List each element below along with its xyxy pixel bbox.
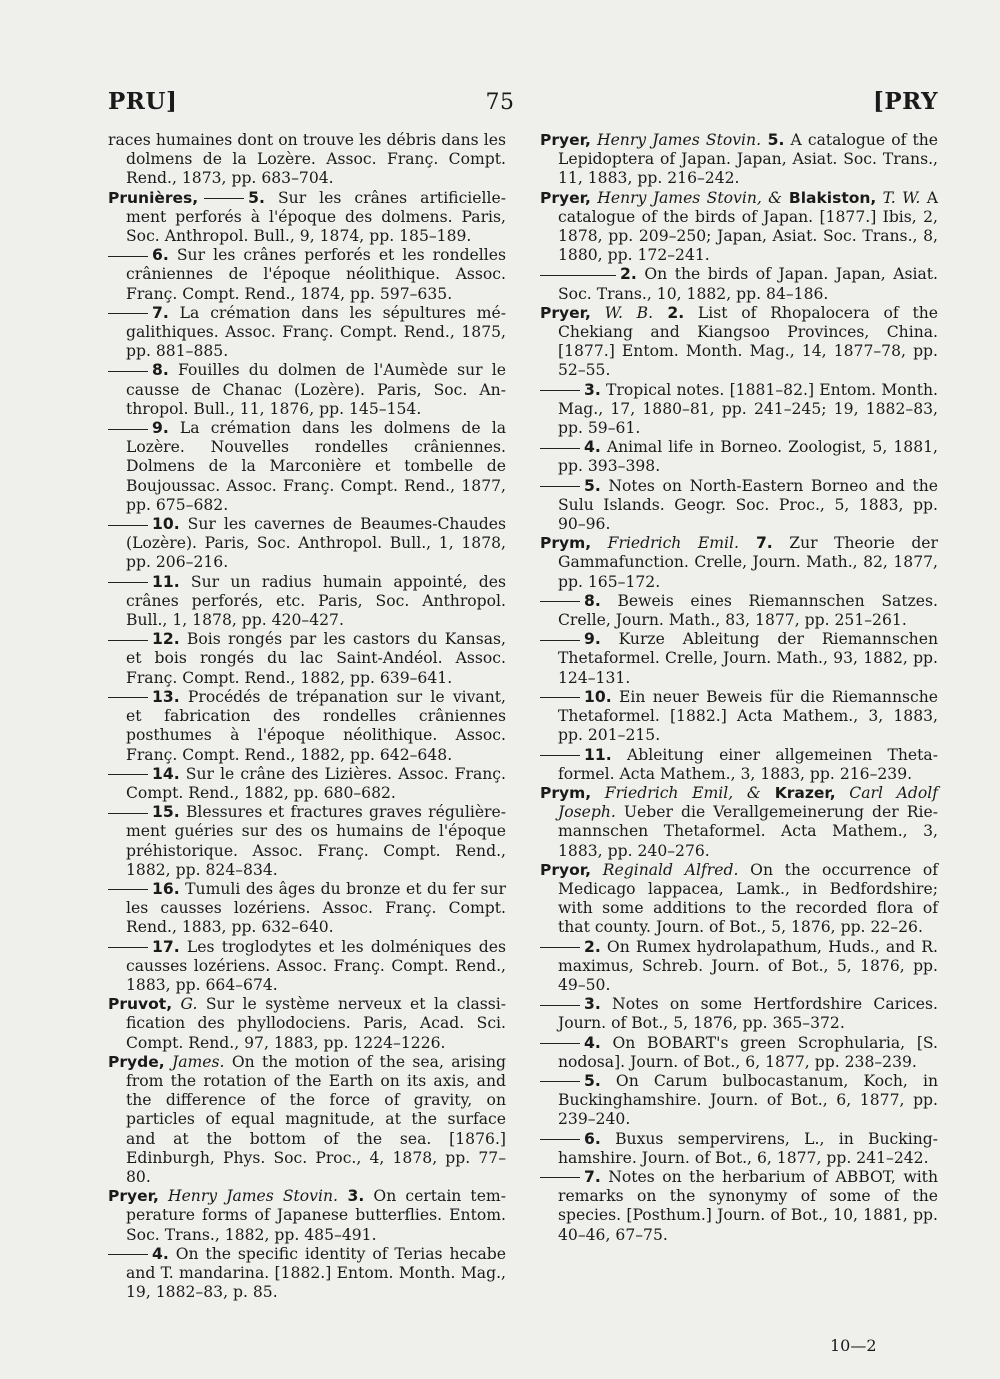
repeat-dash bbox=[108, 1254, 148, 1255]
author-given-name: Henry James Stovin. bbox=[590, 131, 762, 149]
bibliography-entry bbox=[108, 189, 506, 247]
entry-text: Notes on North-Eastern Borneo and the Sulu Islands. Geogr. Soc. Proc., 5, 1883, pp. 90–96. bbox=[558, 476, 938, 534]
repeat-dash bbox=[540, 755, 580, 756]
entry-number: 9. bbox=[584, 630, 601, 649]
entry-number: 7. bbox=[152, 303, 169, 322]
entry-number: 6. bbox=[584, 1129, 601, 1148]
bibliography-entry bbox=[108, 515, 506, 573]
repeat-dash bbox=[540, 1043, 580, 1044]
bibliography-entry bbox=[108, 765, 506, 803]
entry-text: A catalogue of the Lepidoptera of Japan. Japan, Asiat. Soc. Trans., 11, 1883, pp. 216–242. bbox=[558, 131, 938, 188]
author-given-name: W. B. bbox=[590, 303, 654, 322]
entry-text: Sur les cavernes de Beaumes-Chaudes (Lozère). Paris, Soc. Anthropol. Bull., 1, 1878, pp. 206–216. bbox=[126, 515, 506, 572]
signature-mark: 10—2 bbox=[830, 1336, 877, 1355]
entry-number: 7. bbox=[584, 1167, 601, 1186]
entry-number: 3. bbox=[584, 995, 601, 1014]
entry-text: La crémation dans les dolmens de la Lozère. Nouvelles rondelles crâniennes. Dolmens de la Marconière et tombelle de Boujoussac. Assoc. Franç. Compt. Rend., 1877, pp. 675–682. bbox=[126, 419, 506, 514]
bibliography-entry bbox=[540, 1034, 938, 1072]
bibliography-entry bbox=[540, 189, 938, 266]
bibliography-entry bbox=[108, 361, 506, 419]
entry-text: Beweis eines Riemannschen Satzes. Crelle, Journ. Math., 83, 1877, pp. 251–261. bbox=[558, 591, 938, 630]
entry-number: 16. bbox=[152, 879, 180, 898]
entry-text: Animal life in Borneo. Zoologist, 5, 1881, pp. 393–398. bbox=[558, 438, 938, 476]
entry-number: 4. bbox=[152, 1244, 169, 1263]
entry-text: La crémation dans les sépultures mé-galithiques. Assoc. Franç. Compt. Rend., 1875, pp. 881–885. bbox=[126, 303, 506, 361]
author-surname: Pryor, bbox=[540, 860, 592, 879]
entry-number: 3. bbox=[337, 1187, 365, 1206]
bibliography-entry bbox=[108, 1053, 506, 1187]
author-surname: Pryer, bbox=[540, 188, 591, 207]
author-given-name: Henry James Stovin, & bbox=[590, 188, 783, 207]
bibliography-entry bbox=[540, 938, 938, 996]
entry-number: 8. bbox=[584, 591, 601, 610]
repeat-dash bbox=[540, 1081, 580, 1082]
entry-text: Sur les crânes artificielle-ment perforés à l'époque des dolmens. Paris, Soc. Anthropol. Bull., 9, 1874, pp. 185–189. bbox=[126, 188, 506, 246]
author-given-name: Reginald Alfred. bbox=[591, 860, 739, 879]
repeat-dash bbox=[108, 697, 148, 698]
repeat-dash bbox=[204, 198, 244, 199]
repeat-dash bbox=[540, 697, 580, 698]
entry-number: 12. bbox=[152, 630, 180, 649]
entry-number: 5. bbox=[584, 1071, 601, 1090]
repeat-dash bbox=[108, 371, 148, 372]
bibliography-entry bbox=[540, 131, 938, 189]
author-surname: Pryde, bbox=[108, 1052, 165, 1071]
entry-text: Blessures et fractures graves régulière-ment guéries sur des os humains de l'époque préhistorique. Assoc. Franç. Compt. Rend., 1882, pp. 824–834. bbox=[126, 803, 506, 879]
bibliography-entry bbox=[540, 477, 938, 535]
entry-text: Zur Theorie der Gammafunction. Crelle, Journ. Math., 82, 1877, pp. 165–172. bbox=[558, 534, 938, 591]
entry-text: On the specific identity of Terias hecabe and T. mandarina. [1882.] Entom. Month. Mag., 19, 1882–83, p. 85. bbox=[126, 1244, 506, 1302]
coauthor-given-name: T. W. bbox=[876, 188, 921, 207]
entry-text: On BOBART's green Scrophularia, [S. nodosa]. Journ. of Bot., 6, 1877, pp. 238–239. bbox=[558, 1033, 938, 1071]
left-column bbox=[108, 131, 506, 1302]
entry-number: 6. bbox=[152, 246, 169, 265]
repeat-dash bbox=[540, 448, 580, 449]
entry-text: A catalogue of the birds of Japan. [1877.] Ibis, 2, 1878, pp. 209–250; Japan, Asiat. Soc. Trans., 8, 1880, pp. 172–241. bbox=[558, 188, 939, 265]
entry-number: 13. bbox=[152, 687, 180, 706]
entry-number: 5. bbox=[584, 476, 601, 495]
author-surname: Prunières, bbox=[108, 188, 199, 207]
entry-number: 9. bbox=[152, 419, 169, 438]
entry-number: 4. bbox=[584, 438, 601, 457]
coauthor-surname: Blakiston, bbox=[782, 188, 877, 207]
bibliography-entry bbox=[540, 995, 938, 1033]
entry-text: Kurze Ableitung der Riemannschen Thetaformel. Crelle, Journ. Math., 93, 1882, pp. 124–131. bbox=[558, 630, 938, 687]
entry-text: races humaines dont on trouve les débris dans les dolmens de la Lozère. Assoc. Franç. Compt. Rend., 1873, pp. 683–704. bbox=[108, 131, 506, 188]
author-given-name: James. bbox=[164, 1052, 225, 1071]
repeat-dash bbox=[540, 1177, 580, 1178]
bibliography-entry bbox=[108, 304, 506, 362]
repeat-dash bbox=[540, 640, 580, 641]
entry-text: On certain tem-perature forms of Japanese butterflies. Entom. Soc. Trans., 1882, pp. 485–491. bbox=[126, 1187, 506, 1244]
entry-text: On Carum bulbocastanum, Koch, in Buckinghamshire. Journ. of Bot., 6, 1877, pp. 239–240. bbox=[558, 1071, 938, 1129]
author-given-name: G. bbox=[172, 995, 198, 1014]
bibliography-entry bbox=[540, 534, 938, 592]
repeat-dash bbox=[540, 1139, 580, 1140]
repeat-dash bbox=[540, 1005, 580, 1006]
author-surname: Pryer, bbox=[540, 131, 591, 149]
bibliography-entry bbox=[540, 746, 938, 784]
entry-text: Ueber die Verallgemeinerung der Rie-mannschen Thetaformel. Acta Mathem., 3, 1883, pp. 240–276. bbox=[558, 803, 938, 860]
entry-number: 2. bbox=[653, 303, 685, 322]
bibliography-entry bbox=[108, 573, 506, 631]
bibliography-entry bbox=[108, 630, 506, 688]
entry-number: 10. bbox=[152, 515, 180, 534]
repeat-dash bbox=[108, 947, 148, 948]
repeat-dash bbox=[108, 582, 148, 583]
entry-text: List of Rhopalocera of the Chekiang and Kiangsoo Provinces, China. [1877.] Entom. Month. Mag., 14, 1877–78, pp. 52–55. bbox=[558, 303, 939, 380]
entry-number: 11. bbox=[152, 572, 180, 591]
bibliography-entry bbox=[108, 995, 506, 1053]
entry-text: On the occurrence of Medicago lappacea, Lamk., in Bedfordshire; with some additions to the recorded flora of that county. Journ. of Bot., 5, 1876, pp. 22–26. bbox=[558, 860, 938, 937]
entry-text: Sur un radius humain appointé, des crânes perforés, etc. Paris, Soc. Anthropol. Bull., 1, 1878, pp. 420–427. bbox=[126, 572, 506, 630]
entry-text: Sur le système nerveux et la classi-fication des phyllodociens. Paris, Acad. Sci. Compt. Rend., 97, 1883, pp. 1224–1226. bbox=[126, 995, 506, 1052]
bibliography-entry bbox=[540, 1072, 938, 1130]
entry-text: Sur les crânes perforés et les rondelles crâniennes de l'époque néolithique. Assoc. Franç. Compt. Rend., 1874, pp. 597–635. bbox=[126, 246, 506, 303]
bibliography-entry bbox=[108, 938, 506, 996]
bibliography-entry bbox=[540, 592, 938, 630]
repeat-dash bbox=[540, 947, 580, 948]
repeat-dash bbox=[108, 429, 148, 430]
entry-text: Buxus sempervirens, L., in Bucking-hamshire. Journ. of Bot., 6, 1877, pp. 241–242. bbox=[558, 1129, 938, 1167]
entry-text: Ableitung einer allgemeinen Theta-formel. Acta Mathem., 3, 1883, pp. 216–239. bbox=[558, 745, 938, 783]
entry-text: Bois rongés par les castors du Kansas, et bois rongés du lac Saint-Andéol. Assoc. Franç. Compt. Rend., 1882, pp. 639–641. bbox=[126, 630, 506, 687]
entry-number: 11. bbox=[584, 745, 612, 764]
author-surname: Pryer, bbox=[108, 1187, 159, 1206]
entry-text: On the birds of Japan. Japan, Asiat. Soc. Trans., 10, 1882, pp. 84–186. bbox=[558, 265, 938, 303]
entry-number: 17. bbox=[152, 937, 180, 956]
bibliography-entry bbox=[108, 688, 506, 765]
coauthor-surname: Krazer, bbox=[760, 783, 836, 802]
author-surname: Prym, bbox=[540, 534, 592, 553]
repeat-dash bbox=[108, 313, 148, 314]
repeat-dash bbox=[540, 486, 580, 487]
entry-text: On the motion of the sea, arising from the rotation of the Earth on its axis, and the difference of the force of gravity, on particles of equal magnitude, at the surface and at the bottom of the sea. [1876.] Edinburgh, Phys. Soc. Proc., 4, 1878, pp. 77–80. bbox=[126, 1052, 507, 1186]
entry-number: 4. bbox=[584, 1033, 601, 1052]
bibliography-entry bbox=[108, 246, 506, 304]
repeat-dash bbox=[108, 256, 148, 257]
entry-text: Tropical notes. [1881–82.] Entom. Month. Mag., 17, 1880–81, pp. 241–245; 19, 1882–83, pp. 59–61. bbox=[558, 380, 938, 438]
entry-text: Ein neuer Beweis für die Riemannsche Thetaformel. [1882.] Acta Mathem., 3, 1883, pp. 201–215. bbox=[558, 687, 938, 745]
entry-number: 15. bbox=[152, 803, 180, 822]
entry-number: 7. bbox=[738, 534, 773, 553]
entry-number: 10. bbox=[584, 687, 612, 706]
author-surname: Prym, bbox=[540, 783, 592, 802]
entry-number: 5. bbox=[761, 131, 785, 149]
bibliography-entry bbox=[108, 803, 506, 880]
entry-text: Les troglodytes et les dolméniques des causses lozériens. Assoc. Franç. Compt. Rend., 1883, pp. 664–674. bbox=[126, 937, 506, 994]
entry-text: Procédés de trépanation sur le vivant, et fabrication des rondelles crâniennes posthumes à l'époque néolithique. Assoc. Franç. Compt. Rend., 1882, pp. 642–648. bbox=[126, 687, 506, 764]
entry-text: Notes on some Hertfordshire Carices. Journ. of Bot., 5, 1876, pp. 365–372. bbox=[558, 995, 938, 1033]
entry-number: 5. bbox=[248, 188, 265, 207]
bibliography-entry bbox=[540, 784, 938, 861]
running-head-right: [PRY bbox=[872, 88, 938, 115]
coauthor-given-name: Carl Adolf Joseph. bbox=[558, 783, 938, 822]
entry-text: Sur le crâne des Lizières. Assoc. Franç. Compt. Rend., 1882, pp. 680–682. bbox=[126, 764, 506, 802]
repeat-dash bbox=[108, 640, 148, 641]
bibliography-entry bbox=[540, 265, 938, 303]
repeat-dash bbox=[108, 774, 148, 775]
bibliography-entry bbox=[108, 880, 506, 938]
author-surname: Pryer, bbox=[540, 303, 591, 322]
bibliography-entry bbox=[540, 688, 938, 746]
repeat-dash bbox=[108, 889, 148, 890]
right-column bbox=[540, 131, 938, 1245]
repeat-dash bbox=[540, 390, 580, 391]
running-head-left: PRU] bbox=[108, 88, 178, 115]
page-number: 75 bbox=[485, 90, 515, 115]
bibliography-entry bbox=[108, 131, 506, 189]
entry-number: 14. bbox=[152, 764, 180, 783]
bibliography-entry bbox=[540, 1168, 938, 1245]
entry-text: Notes on the herbarium of ABBOT, with remarks on the synonymy of some of the species. [Posthum.] Journ. of Bot., 10, 1881, pp. 40–46, 67–75. bbox=[558, 1167, 938, 1244]
entry-number: 3. bbox=[584, 380, 601, 399]
bibliography-entry bbox=[540, 861, 938, 938]
bibliography-entry bbox=[540, 630, 938, 688]
bibliography-entry bbox=[540, 438, 938, 476]
author-given-name: Henry James Stovin. bbox=[158, 1187, 338, 1206]
author-surname: Pruvot, bbox=[108, 995, 173, 1014]
repeat-dash bbox=[108, 525, 148, 526]
entry-number: 8. bbox=[152, 361, 169, 380]
entry-number: 2. bbox=[584, 937, 601, 956]
bibliography-entry bbox=[108, 419, 506, 515]
entry-number: 2. bbox=[620, 265, 637, 284]
entry-text: On Rumex hydrolapathum, Huds., and R. maximus, Schreb. Journ. of Bot., 5, 1876, pp. 49–50. bbox=[558, 937, 938, 994]
entry-text: Fouilles du dolmen de l'Aumède sur le causse de Chanac (Lozère). Paris, Soc. An-thropol. Bull., 11, 1876, pp. 145–154. bbox=[126, 361, 506, 418]
bibliography-entry bbox=[540, 1130, 938, 1168]
author-given-name: Friedrich Emil. bbox=[591, 534, 739, 553]
bibliography-entry bbox=[108, 1187, 506, 1245]
author-given-name: Friedrich Emil, & bbox=[591, 783, 761, 802]
bibliography-entry bbox=[108, 1245, 506, 1303]
repeat-dash bbox=[540, 275, 616, 276]
bibliography-entry bbox=[540, 381, 938, 439]
entry-text: Tumuli des âges du bronze et du fer sur les causses lozériens. Assoc. Franç. Compt. Rend., 1883, pp. 632–640. bbox=[126, 879, 506, 937]
repeat-dash bbox=[108, 813, 148, 814]
repeat-dash bbox=[540, 601, 580, 602]
bibliography-entry bbox=[540, 304, 938, 381]
